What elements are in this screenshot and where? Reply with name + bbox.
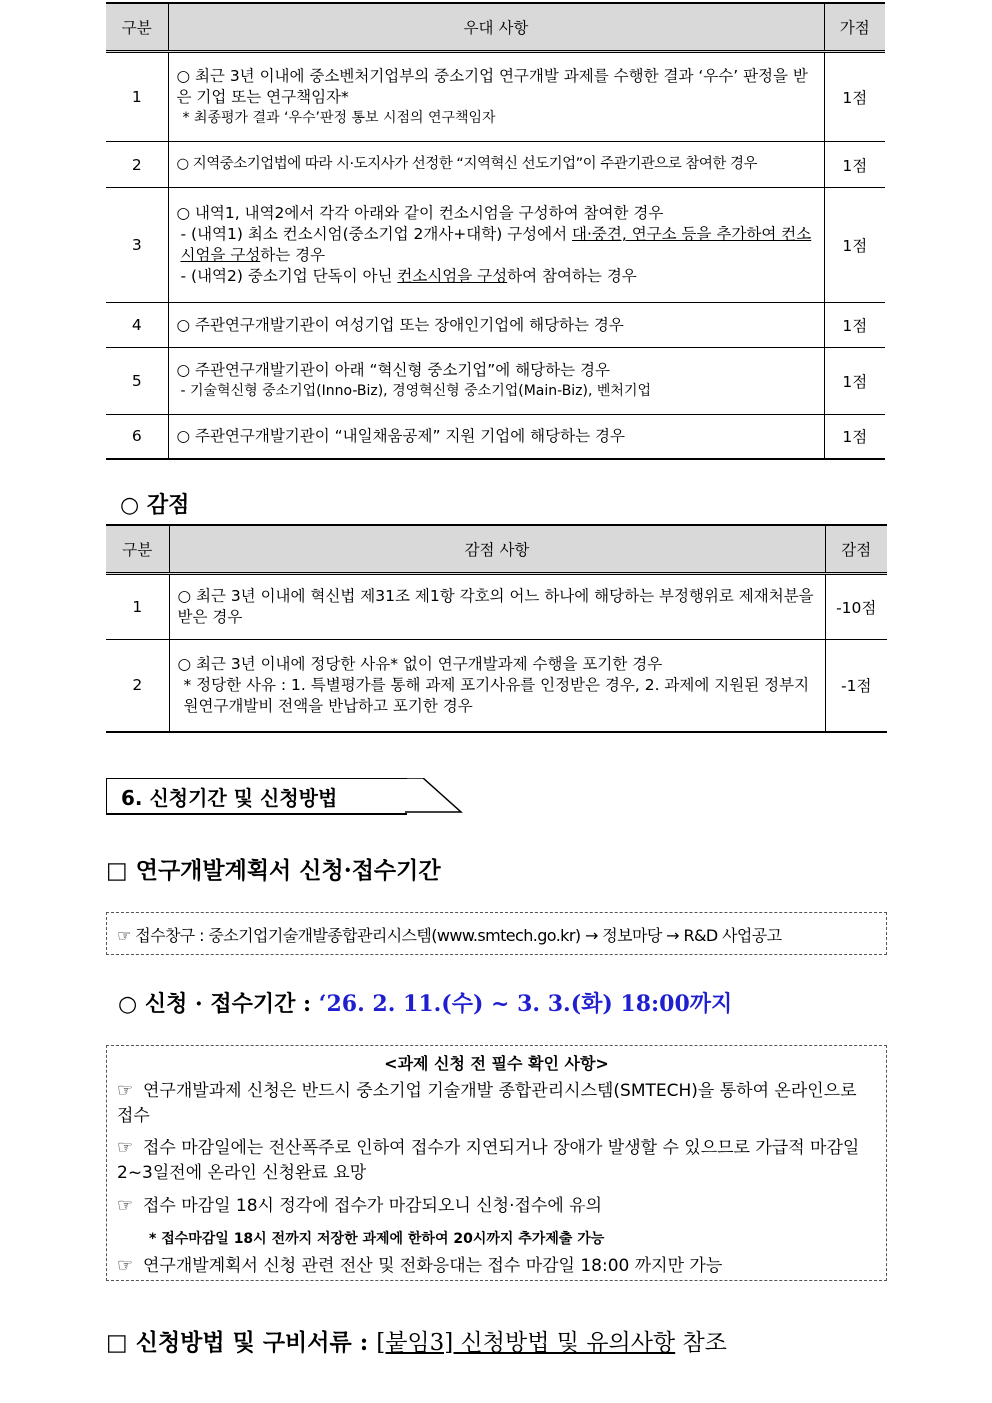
- table-row: [106, 415, 885, 459]
- row-text: ○ 주관연구개발기관이 “내일채움공제” 지원 기업에 해당하는 경우: [168, 415, 824, 459]
- section-tab-shape: [405, 778, 463, 814]
- apply-period-heading: □ 연구개발계획서 신청·접수기간: [106, 857, 441, 884]
- row-number: 3: [106, 188, 168, 303]
- header-category: 구분: [106, 3, 168, 52]
- row-number: 5: [106, 348, 168, 415]
- header-penalty-points: 감점: [825, 525, 887, 574]
- pointing-hand-icon: ☞: [117, 1137, 134, 1158]
- reception-window-box: [106, 912, 887, 955]
- checklist-item: ☞ 접수 마감일에는 전산폭주로 인하여 접수가 지연되거나 장애가 발생할 수 있으므로 가급적 마감일 2~3일전에 온라인 신청완료 요망: [117, 1137, 860, 1183]
- method-heading-suffix: 참조: [675, 1330, 727, 1356]
- row-sub-text: - (내역2) 중소기업 단독이 아닌: [180, 267, 398, 285]
- row-points: 1점: [824, 52, 885, 142]
- row-text: ○ 주관연구개발기관이 여성기업 또는 장애인기업에 해당하는 경우: [168, 303, 824, 348]
- row-points: 1점: [824, 348, 885, 415]
- method-heading-text: □ 신청방법 및 구비서류 :: [106, 1329, 377, 1356]
- bonus-table-header: [106, 3, 885, 52]
- row-number: 2: [106, 142, 168, 188]
- period-label: ○ 신청 · 접수기간 :: [118, 991, 319, 1017]
- row-points: 1점: [824, 303, 885, 348]
- table-row: [106, 303, 885, 348]
- checklist-item: ☞ 접수 마감일 18시 정각에 접수가 마감되오니 신청·접수에 유의: [117, 1195, 602, 1216]
- row-sub-text: 하여 참여하는 경우: [507, 267, 637, 285]
- method-heading: [106, 1324, 727, 1357]
- row-points: -1점: [825, 640, 887, 732]
- header-bonus-item: 우대 사항: [168, 3, 824, 52]
- row-points: -10점: [825, 574, 887, 640]
- row-text: ○ 최근 3년 이내에 혁신법 제31조 제1항 각호의 어느 하나에 해당하는 부정행위로 제재처분을 받은 경우: [169, 574, 825, 640]
- row-note: * 정당한 사유 : 1. 특별평가를 통해 과제 포기사유를 인정받은 경우, 2. 과제에 지원된 정부지원연구개발비 전액을 반납하고 포기한 경우: [183, 675, 810, 715]
- penalty-table: [106, 524, 887, 733]
- checklist-note: * 접수마감일 18시 전까지 저장한 과제에 한하여 20시까지 추가제출 가능: [149, 1231, 605, 1247]
- pointing-hand-icon: ☞: [117, 1255, 134, 1276]
- row-text: ○ 최근 3년 이내에 중소벤처기업부의 중소기업 연구개발 과제를 수행한 결과 ‘우수’ 판정을 받은 기업 또는 연구책임자*: [176, 66, 808, 106]
- table-row: [106, 52, 885, 142]
- header-category: 구분: [106, 525, 169, 574]
- checklist-box: [106, 1045, 887, 1281]
- row-text: ○ 내역1, 내역2에서 각각 아래와 같이 컨소시엄을 구성하여 참여한 경우: [176, 204, 664, 222]
- penalty-table-header: [106, 525, 887, 574]
- row-sub-underlined: 대·중견, 연구소 등을 추가하여 컨소시엄을 구성: [180, 225, 812, 264]
- row-number: 1: [106, 52, 168, 142]
- row-number: 2: [106, 640, 169, 732]
- period-value: ‘26. 2. 11.(수) ~ 3. 3.(화) 18:00까지: [318, 991, 733, 1017]
- row-sub-text: - 기술혁신형 중소기업(Inno-Biz), 경영혁신형 중소기업(Main-Biz), 벤처기업: [180, 383, 651, 399]
- header-penalty-item: 감점 사항: [169, 525, 825, 574]
- row-text: ○ 지역중소기업법에 따라 시·도지사가 선정한 “지역혁신 선도기업”이 주관기관으로 참여한 경우: [168, 142, 824, 188]
- row-number: 4: [106, 303, 168, 348]
- checklist-title: <과제 신청 전 필수 확인 사항>: [384, 1054, 609, 1073]
- table-row: [106, 348, 885, 415]
- bonus-table: [106, 2, 885, 460]
- table-row: [106, 188, 885, 303]
- penalty-heading: ○ 감점: [120, 492, 190, 518]
- row-points: 1점: [824, 188, 885, 303]
- checklist-item: ☞ 연구개발과제 신청은 반드시 중소기업 기술개발 종합관리시스템(SMTECH)을 통하여 온라인으로 접수: [117, 1080, 857, 1126]
- row-sub-text: 하는 경우: [260, 246, 326, 264]
- row-points: 1점: [824, 142, 885, 188]
- section-title: 6. 신청기간 및 신청방법: [121, 786, 338, 810]
- section-title-box: [106, 778, 407, 815]
- reception-window-text: ☞ 접수창구 : 중소기업기술개발종합관리시스템(www.smtech.go.kr) → 정보마당 → R&D 사업공고: [117, 926, 782, 945]
- checklist-item: ☞ 연구개발계획서 신청 관련 전산 및 전화응대는 접수 마감일 18:00 까지만 가능: [117, 1255, 723, 1276]
- table-row: [106, 574, 887, 640]
- table-row: [106, 142, 885, 188]
- attachment-reference: [붙임3] 신청방법 및 유의사항: [376, 1330, 676, 1356]
- header-bonus-points: 가점: [824, 3, 885, 52]
- row-sub-underlined: 컨소시엄을 구성: [397, 267, 508, 285]
- row-sub-text: - (내역1) 최소 컨소시엄(중소기업 2개사+대학) 구성에서: [180, 225, 573, 243]
- row-text: ○ 주관연구개발기관이 아래 “혁신형 중소기업”에 해당하는 경우: [176, 361, 610, 379]
- table-row: [106, 640, 887, 732]
- row-number: 1: [106, 574, 169, 640]
- row-note: * 최종평가 결과 ‘우수’판정 통보 시점의 연구책임자: [182, 109, 496, 126]
- period-line: [118, 987, 732, 1018]
- pointing-hand-icon: ☞: [117, 1080, 134, 1101]
- row-number: 6: [106, 415, 168, 459]
- pointing-hand-icon: ☞: [117, 1195, 134, 1216]
- row-text: ○ 최근 3년 이내에 정당한 사유* 없이 연구개발과제 수행을 포기한 경우: [177, 654, 663, 673]
- row-points: 1점: [824, 415, 885, 459]
